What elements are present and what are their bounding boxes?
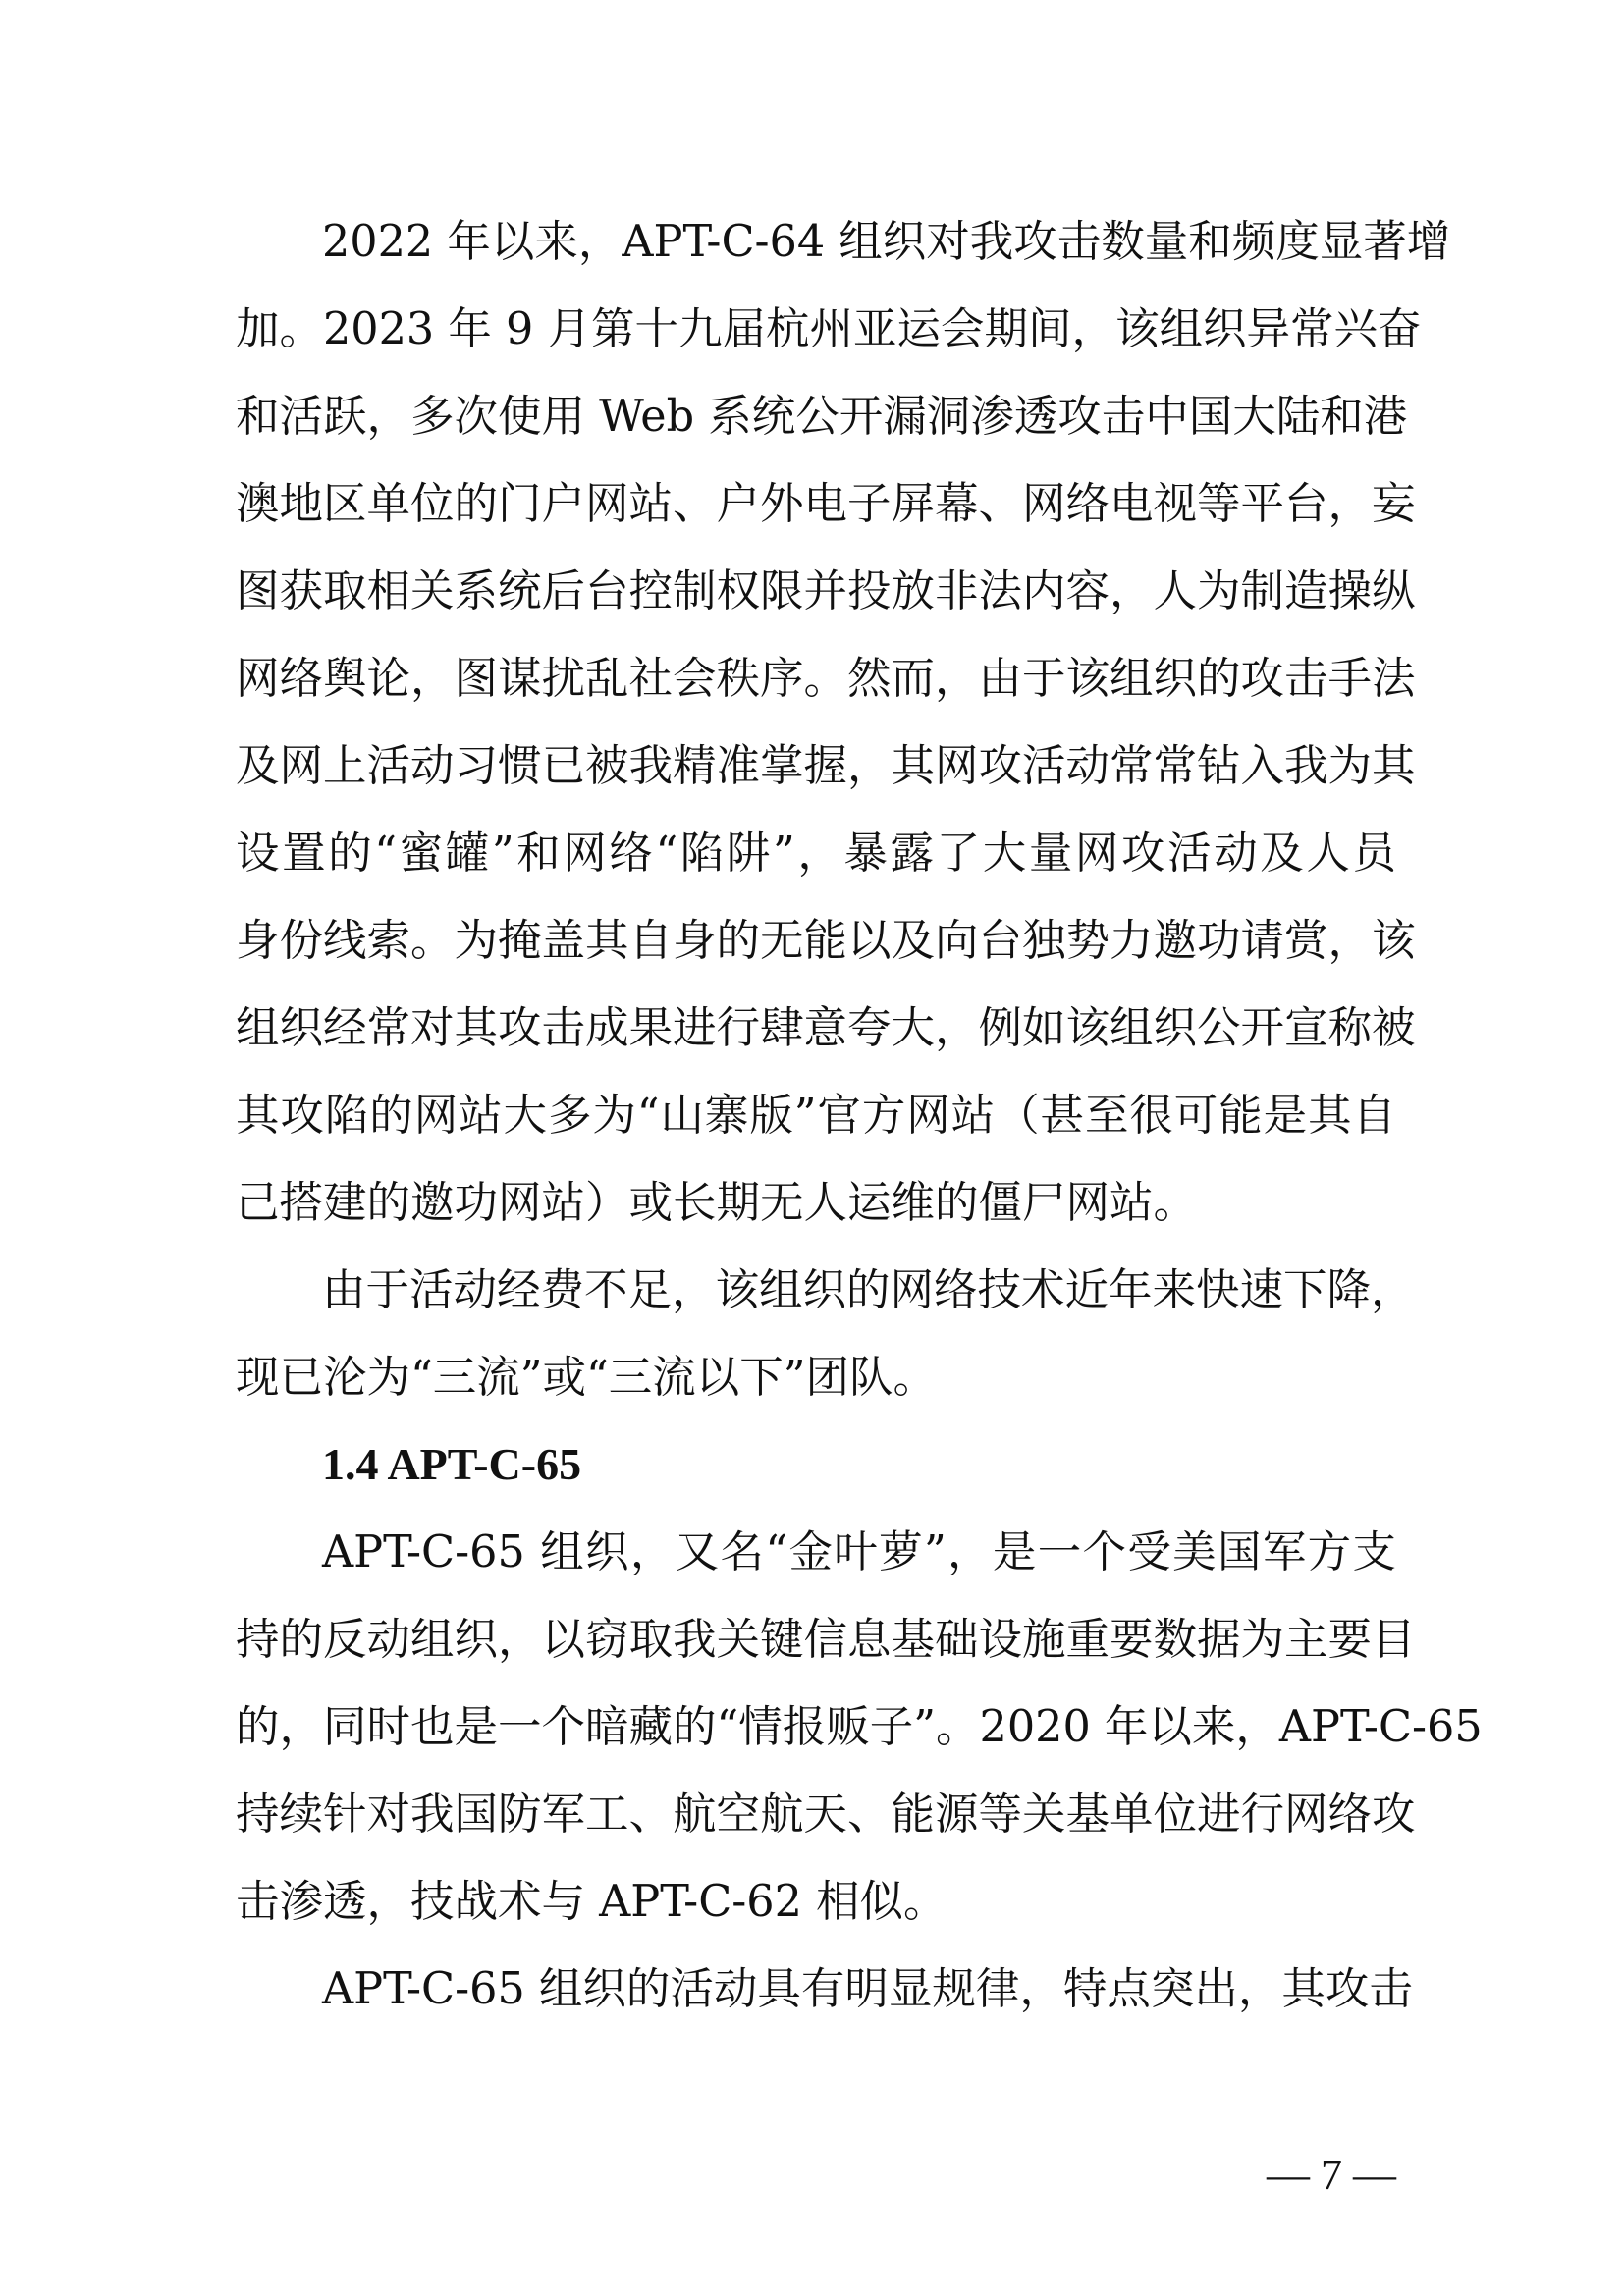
paragraph-1-line-8: 设置的“蜜罐”和网络“陷阱”，暴露了大量网攻活动及人员 <box>236 828 1396 879</box>
paragraph-1-line-9: 身份线索。为掩盖其自身的无能以及向台独势力邀功请赏，该 <box>236 916 1416 966</box>
section-heading: 1.4 APT-C-65 <box>322 1439 582 1489</box>
paragraph-1-line-4: 澳地区单位的门户网站、户外电子屏幕、网络电视等平台，妄 <box>236 479 1416 529</box>
paragraph-1-line-5: 图获取相关系统后台控制权限并投放非法内容，人为制造操纵 <box>236 566 1416 616</box>
paragraph-4-line-1: APT-C-65 组织的活动具有明显规律，特点突出，其攻击 <box>322 1964 1413 2014</box>
paragraph-2-line-2: 现已沦为“三流”或“三流以下”团队。 <box>236 1353 938 1403</box>
paragraph-2-line-1: 由于活动经费不足，该组织的网络技术近年来快速下降， <box>322 1265 1415 1315</box>
paragraph-1-line-11: 其攻陷的网站大多为“山寨版”官方网站（甚至很可能是其自 <box>236 1091 1396 1141</box>
paragraph-1-line-1: 2022 年以来，APT-C-64 组织对我攻击数量和频度显著增 <box>322 217 1451 267</box>
page-number: — 7 — <box>1267 2151 1396 2199</box>
paragraph-1-line-2: 加。2023 年 9 月第十九届杭州亚运会期间，该组织异常兴奋 <box>236 304 1422 354</box>
paragraph-3-line-4: 持续针对我国防军工、航空航天、能源等关基单位进行网络攻 <box>236 1789 1416 1840</box>
paragraph-3-line-5: 击渗透，技战术与 APT-C-62 相似。 <box>236 1877 947 1927</box>
paragraph-1-line-3: 和活跃，多次使用 Web 系统公开漏洞渗透攻击中国大陆和港 <box>236 392 1408 442</box>
paragraph-3-line-3: 的，同时也是一个暗藏的“情报贩子”。2020 年以来，APT-C-65 <box>236 1702 1483 1752</box>
paragraph-1-line-12: 己搭建的邀功网站）或长期无人运维的僵尸网站。 <box>236 1178 1198 1228</box>
paragraph-3-line-1: APT-C-65 组织，又名“金叶萝”，是一个受美国军方支 <box>322 1527 1396 1577</box>
paragraph-1-line-6: 网络舆论，图谋扰乱社会秩序。然而，由于该组织的攻击手法 <box>236 654 1416 704</box>
paragraph-3-line-2: 持的反动组织，以窃取我关键信息基础设施重要数据为主要目 <box>236 1615 1416 1665</box>
paragraph-1-line-7: 及网上活动习惯已被我精准掌握，其网攻活动常常钻入我为其 <box>236 741 1416 791</box>
paragraph-1-line-10: 组织经常对其攻击成果进行肆意夸大，例如该组织公开宣称被 <box>236 1003 1416 1053</box>
